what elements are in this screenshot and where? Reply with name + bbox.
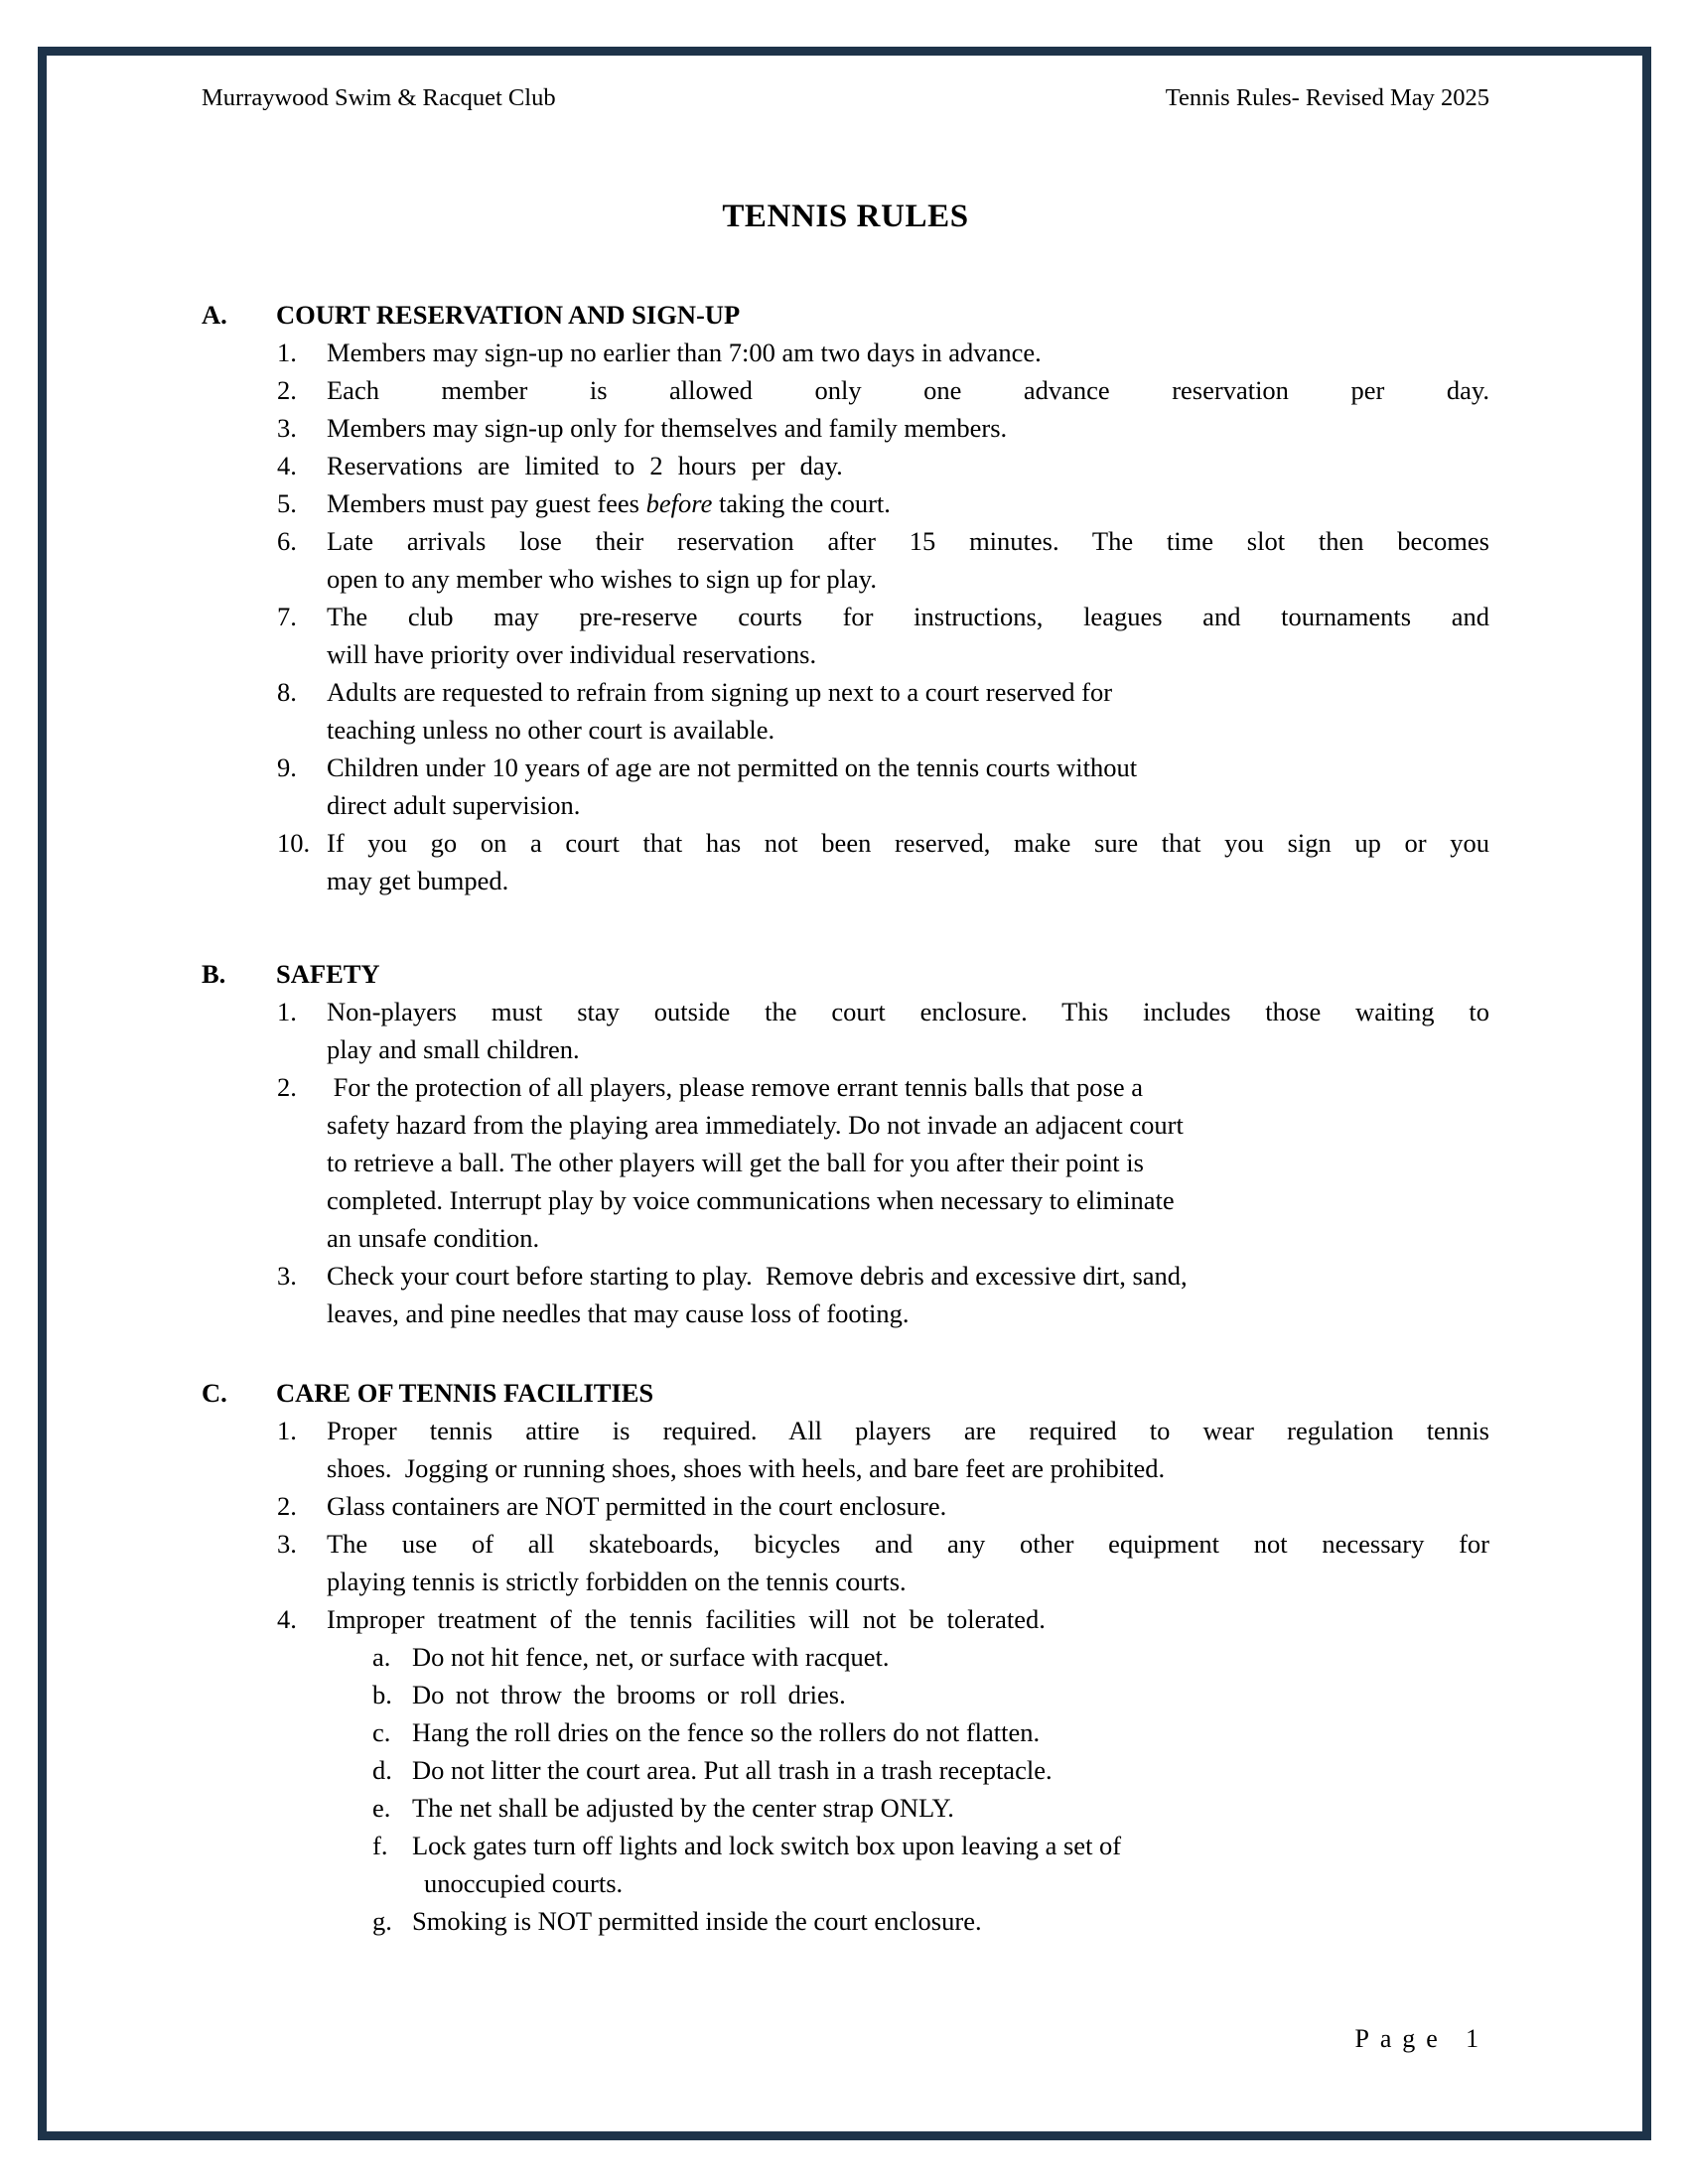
item-text (327, 598, 1489, 673)
rule-item (202, 673, 1489, 749)
item-text-line: Non-players must stay outside the court enclosure. This includes those waiting to (327, 997, 1489, 1026)
item-text-line: Members may sign-up only for themselves and family members. (327, 413, 1008, 443)
item-text (412, 1676, 1489, 1713)
rule-item (202, 749, 1489, 824)
item-text (412, 1751, 1489, 1789)
item-text (327, 522, 1489, 598)
rule-item (202, 447, 1489, 484)
item-number: b. (372, 1680, 392, 1709)
item-number: g. (372, 1906, 392, 1936)
rules-sections (202, 296, 1489, 1940)
item-number: 1. (277, 338, 297, 367)
rule-subitem (202, 1789, 1489, 1827)
item-text (412, 1789, 1489, 1827)
rule-item (202, 484, 1489, 522)
rule-subitem (202, 1638, 1489, 1676)
item-number: 4. (277, 451, 297, 480)
item-text (327, 1412, 1489, 1487)
item-text (412, 1902, 1489, 1940)
section-letter: C. (202, 1378, 227, 1408)
section-title: CARE OF TENNIS FACILITIES (276, 1378, 654, 1408)
item-text (327, 1600, 1489, 1638)
item-text-line: If you go on a court that has not been reserved, make sure that you sign up or you (327, 828, 1489, 858)
item-text-line: Adults are requested to refrain from signing up next to a court reserved for (327, 677, 1113, 707)
rule-item (202, 371, 1489, 409)
item-text-line: Reservations are limited to 2 hours per day. (327, 451, 843, 480)
item-number: 3. (277, 1261, 297, 1291)
item-text-line: Do not hit fence, net, or surface with racquet. (412, 1642, 890, 1672)
item-text (327, 409, 1489, 447)
item-text-line: unoccupied courts. (424, 1868, 624, 1898)
item-number: 2. (277, 375, 297, 405)
item-number: 10. (277, 828, 311, 858)
item-text (412, 1713, 1489, 1751)
item-number: 7. (277, 602, 297, 631)
item-text (327, 673, 1489, 749)
item-text (327, 749, 1489, 824)
item-text-line: completed. Interrupt play by voice communications when necessary to eliminate (327, 1185, 1175, 1215)
item-text-line: Smoking is NOT permitted inside the court enclosure. (412, 1906, 982, 1936)
document-header (202, 83, 1489, 113)
item-number: 9. (277, 752, 297, 782)
rule-item (202, 1525, 1489, 1600)
item-text-line: safety hazard from the playing area immediately. Do not invade an adjacent court (327, 1110, 1184, 1140)
item-text-line: teaching unless no other court is available. (327, 715, 775, 745)
item-text-line: Children under 10 years of age are not permitted on the tennis courts without (327, 752, 1138, 782)
item-number: 3. (277, 1529, 297, 1559)
item-text-line: The use of all skateboards, bicycles and any other equipment not necessary for (327, 1529, 1489, 1559)
item-text-line: Check your court before starting to play. Remove debris and excessive dirt, sand, (327, 1261, 1188, 1291)
rule-subitem (202, 1676, 1489, 1713)
rule-item (202, 1600, 1489, 1638)
item-text-line: Members must pay guest fees before taking the court. (327, 488, 891, 518)
item-text (327, 1068, 1489, 1257)
item-text-line: playing tennis is strictly forbidden on the tennis courts. (327, 1567, 907, 1596)
section-letter: B. (202, 959, 226, 989)
item-text-line: shoes. Jogging or running shoes, shoes with heels, and bare feet are prohibited. (327, 1453, 1166, 1483)
item-text-line: The club may pre-reserve courts for instructions, leagues and tournaments and (327, 602, 1489, 631)
item-text-line: Glass containers are NOT permitted in the court enclosure. (327, 1491, 947, 1521)
item-text (412, 1638, 1489, 1676)
item-text-line: Hang the roll dries on the fence so the rollers do not flatten. (412, 1717, 1041, 1747)
page-border-frame (38, 47, 1651, 2140)
item-number: 2. (277, 1072, 297, 1102)
item-text (327, 824, 1489, 899)
item-number: d. (372, 1755, 392, 1785)
item-text-line: Proper tennis attire is required. All players are required to wear regulation tennis (327, 1416, 1489, 1445)
item-text (412, 1827, 1489, 1902)
rule-item (202, 522, 1489, 598)
section-heading (202, 1374, 1489, 1412)
section-letter: A. (202, 300, 227, 330)
section-heading (202, 296, 1489, 334)
rules-section-a (202, 296, 1489, 899)
item-text-line: The net shall be adjusted by the center strap ONLY. (412, 1793, 954, 1823)
item-text-line: will have priority over individual reservations. (327, 639, 817, 669)
item-number: 6. (277, 526, 297, 556)
rule-item (202, 1257, 1489, 1332)
item-text-line: an unsafe condition. (327, 1223, 540, 1253)
section-heading (202, 955, 1489, 993)
rule-item (202, 409, 1489, 447)
rule-subitem (202, 1902, 1489, 1940)
item-number: 2. (277, 1491, 297, 1521)
document-title: TENNIS RULES (722, 199, 969, 234)
item-text (327, 371, 1489, 409)
item-text-line: open to any member who wishes to sign up for play. (327, 564, 877, 594)
item-text (327, 1487, 1489, 1525)
rule-item (202, 598, 1489, 673)
item-text-line: direct adult supervision. (327, 790, 581, 820)
item-text-line: play and small children. (327, 1034, 580, 1064)
item-text-line: Lock gates turn off lights and lock switch box upon leaving a set of (412, 1831, 1122, 1860)
item-number: 3. (277, 413, 297, 443)
header-revision-note: Tennis Rules- Revised May 2025 (1165, 84, 1489, 111)
italic-emphasis: before (645, 488, 713, 518)
item-number: f. (372, 1831, 388, 1860)
item-text-line: to retrieve a ball. The other players will get the ball for you after their point is (327, 1148, 1144, 1177)
item-text (327, 993, 1489, 1068)
rule-item (202, 334, 1489, 371)
item-text-line: Improper treatment of the tennis facilities will not be tolerated. (327, 1604, 1046, 1634)
item-text-line: Members may sign-up no earlier than 7:00 am two days in advance. (327, 338, 1042, 367)
item-number: e. (372, 1793, 391, 1823)
section-title: SAFETY (276, 959, 380, 989)
item-number: 5. (277, 488, 297, 518)
item-number: 1. (277, 1416, 297, 1445)
item-text (327, 1525, 1489, 1600)
item-number: 1. (277, 997, 297, 1026)
item-number: a. (372, 1642, 391, 1672)
item-text-line: leaves, and pine needles that may cause loss of footing. (327, 1298, 910, 1328)
item-text-line: may get bumped. (327, 866, 509, 895)
item-text-line: Do not litter the court area. Put all trash in a trash receptacle. (412, 1755, 1053, 1785)
header-club-name: Murraywood Swim & Racquet Club (202, 84, 556, 111)
item-text (327, 447, 1489, 484)
rule-item (202, 1487, 1489, 1525)
item-number: 8. (277, 677, 297, 707)
item-text-line: Do not throw the brooms or roll dries. (412, 1680, 846, 1709)
rule-subitem (202, 1751, 1489, 1789)
item-number: 4. (277, 1604, 297, 1634)
rules-section-c (202, 1374, 1489, 1940)
rule-item (202, 1068, 1489, 1257)
rule-subitem (202, 1827, 1489, 1902)
rule-item (202, 824, 1489, 899)
rule-subitem (202, 1713, 1489, 1751)
item-text (327, 334, 1489, 371)
item-text-line: Each member is allowed only one advance reservation per day. (327, 375, 1489, 405)
rule-item (202, 993, 1489, 1068)
item-text (327, 484, 1489, 522)
item-number: c. (372, 1717, 391, 1747)
page-number: Page 1 (1354, 2024, 1489, 2053)
rule-item (202, 1412, 1489, 1487)
item-text-line: For the protection of all players, please remove errant tennis balls that pose a (327, 1072, 1143, 1102)
section-title: COURT RESERVATION AND SIGN-UP (276, 300, 741, 330)
item-text (327, 1257, 1489, 1332)
rules-section-b (202, 955, 1489, 1332)
item-text-line: Late arrivals lose their reservation after 15 minutes. The time slot then becomes (327, 526, 1489, 556)
